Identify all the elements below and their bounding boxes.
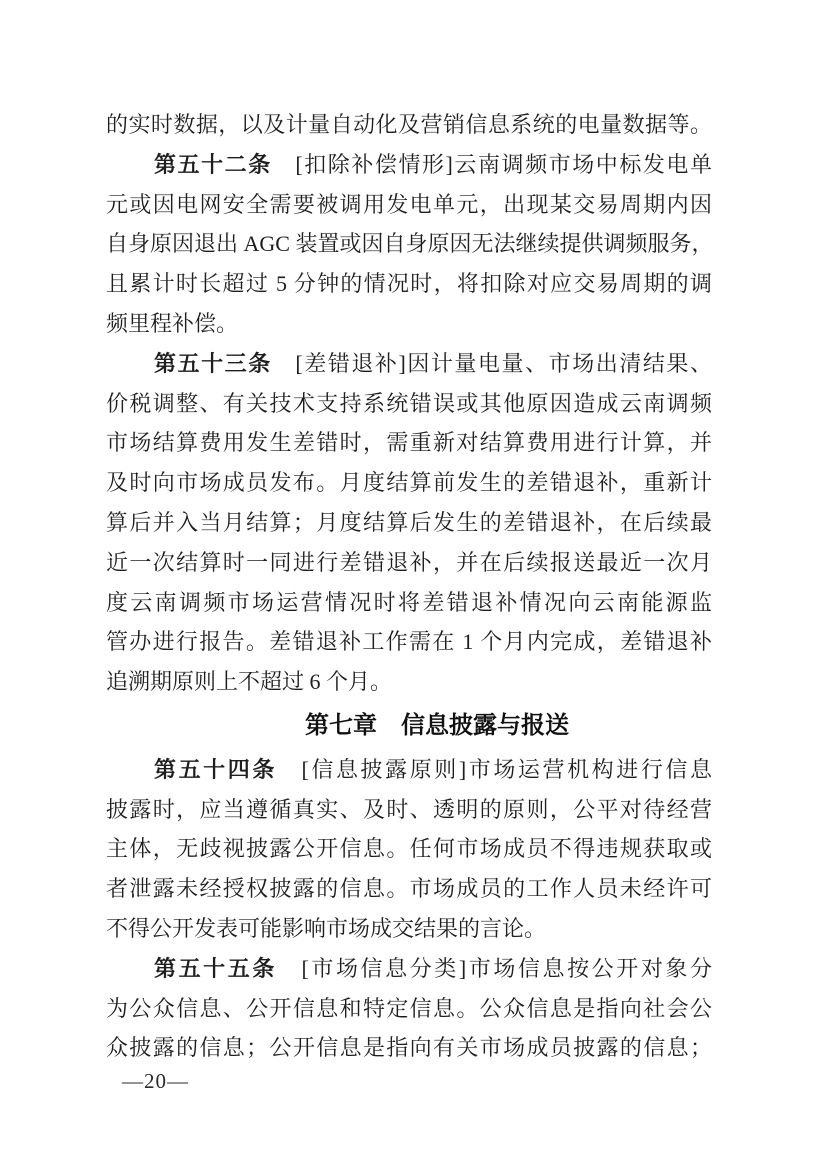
text-line: 价税调整、有关技术支持系统错误或其他原因造成云南调频: [106, 390, 712, 416]
article-number: 第五十三条: [154, 350, 272, 376]
text-line: 市场结算费用发生差错时，需重新对结算费用进行计算，并: [106, 430, 712, 456]
text-line: 管办进行报告。差错退补工作需在 1 个月内完成，差错退补: [106, 629, 712, 655]
text-line: 者泄露未经授权披露的信息。市场成员的工作人员未经许可: [106, 876, 712, 902]
text-line: 频里程补偿。: [106, 310, 239, 336]
chapter-heading: 第七章 信息披露与报送: [305, 711, 569, 739]
text-line: 且累计时长超过 5 分钟的情况时，将扣除对应交易周期的调: [106, 271, 712, 297]
text-line: 自身原因退出 AGC 装置或因自身原因无法继续提供调频服务，: [106, 231, 714, 257]
text-line: 众披露的信息；公开信息是指向有关市场成员披露的信息；: [106, 1035, 712, 1061]
text-line: 算后并入当月结算；月度结算后发生的差错退补，在后续最: [106, 509, 712, 535]
text-line: 近一次结算时一同进行差错退补，并在后续报送最近一次月: [106, 549, 712, 575]
article-number: 第五十四条: [154, 756, 277, 782]
text-line: 追溯期原则上不超过 6 个月。: [106, 669, 393, 695]
text-line: 不得公开发表可能影响市场成交结果的言论。: [106, 915, 547, 941]
text-line: 第五十四条 [信息披露原则]市场运营机构进行信息: [154, 756, 712, 782]
text-line: 及时向市场成员发布。月度结算前发生的差错退补，重新计: [106, 470, 712, 496]
page-number: —20—: [122, 1069, 189, 1093]
text-line: 第五十三条 [差错退补]因计量电量、市场出清结果、: [154, 350, 712, 376]
text-line: 为公众信息、公开信息和特定信息。公众信息是指向社会公: [106, 995, 712, 1021]
article-number: 第五十二条: [154, 151, 272, 177]
text-line: 元或因电网安全需要被调用发电单元，出现某交易周期内因: [106, 191, 712, 217]
text-line: 度云南调频市场运营情况时将差错退补情况向云南能源监: [106, 589, 712, 615]
text-line: 披露时，应当遵循真实、及时、透明的原则，公平对待经营: [106, 796, 712, 822]
text-line: 主体，无歧视披露公开信息。任何市场成员不得违规获取或: [106, 836, 712, 862]
text-line: 的实时数据，以及计量自动化及营销信息系统的电量数据等。: [106, 112, 712, 137]
document-body: [106, 105, 712, 1068]
text-line: 第五十五条 [市场信息分类]市场信息按公开对象分: [154, 955, 712, 981]
text-line: 第五十二条 [扣除补偿情形]云南调频市场中标发电单: [154, 151, 712, 177]
article-number: 第五十五条: [154, 955, 277, 981]
